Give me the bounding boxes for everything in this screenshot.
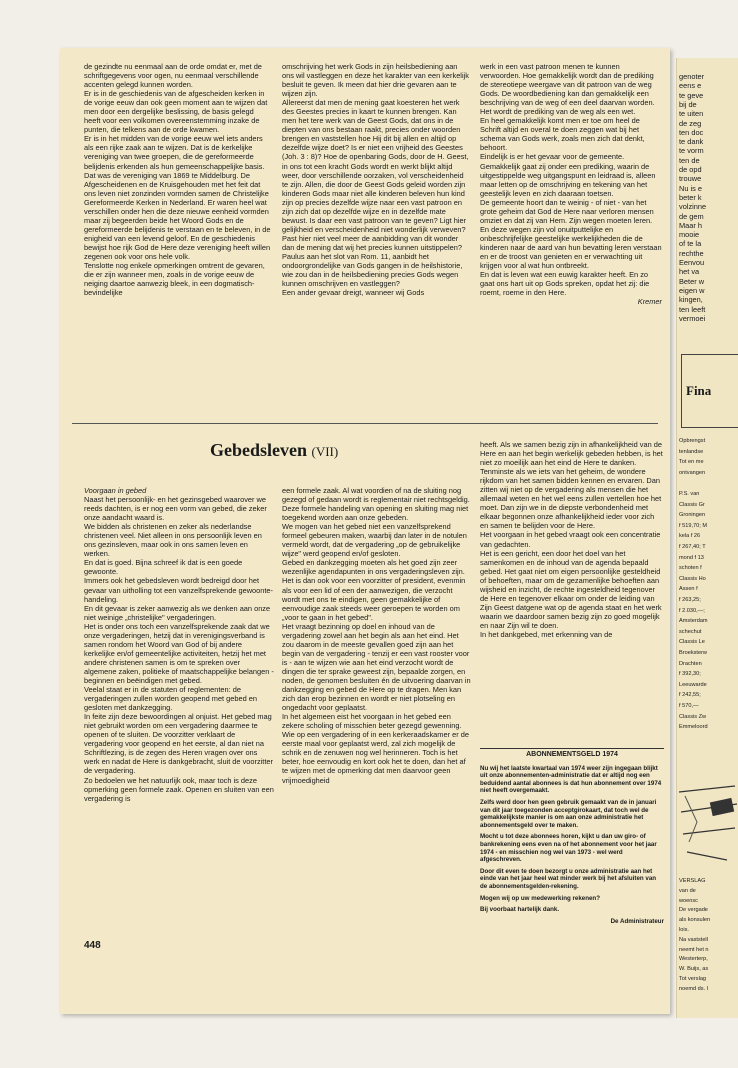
top-article-column-1 (84, 62, 272, 297)
next-page-line: Maar h (679, 220, 703, 230)
main-article-column-2 (282, 486, 472, 785)
finance-list-line: Opbrengst (679, 438, 706, 444)
report-line: De vergade (679, 907, 708, 914)
report-line: Na vaststell (679, 936, 708, 943)
title-number: (VII) (311, 444, 339, 459)
finance-list-line: tenlandse (679, 448, 704, 455)
finance-list-line: f 242,55; (679, 692, 701, 699)
finance-list-line: f 570,— (679, 703, 699, 709)
report-line: van de (679, 887, 696, 894)
paragraph: En dit gevaar is zeker aanwezig als we denken aan onze niet weinige „christelijke" vergaderingen. (84, 603, 271, 622)
finance-list-line: Classis Ho (679, 575, 706, 582)
notice-heading: ABONNEMENTSGELD 1974 (526, 751, 618, 758)
paragraph: In het dankgebed, met erkenning van de (480, 629, 613, 639)
finance-list-line: Amsterdam (679, 618, 708, 625)
next-page-line: vermoei (679, 313, 706, 323)
section-divider (72, 423, 658, 424)
next-page-line: volzinne (679, 202, 707, 212)
finance-list-line: Tot en me (679, 459, 704, 466)
report-line: Westerterp, (679, 956, 708, 963)
paragraph: En deze wegen zijn vol onuitputtelijke en onbeschrijfelijke geestelijke werkelijkheden die de kinderen naar de aard van hun bevatting leren verstaan en er de troost van genieten en er verwachting uit krijgen voor al wat hun ontbreekt. (480, 224, 662, 271)
paragraph: Er is in het midden van de vorige eeuw wel iets anders als een rijke zaak aan te wijzen. Dat is de kerkelijke vereniging van twee groepen, die de gereformeerde belijdenis erkenden als hun gemeenschappelijke basis. Dat was de vereniging van 1869 te Middelburg. De Afgescheidenen en de Kruisgehouden met het feit dat ons leven niet zonzinden vormden samen de Christelijke Gereformeerde Kerken in Nederland. Er waren heel wat verschillen onder hen die deze nieuwe eenheid vormden maar zij begeerden beide het Woord Gods en de gereformeerde belijdenis te verstaan en te beleven, in de enigheid van een levend geloof. En de geschiedenis bewijst hoe rijk God de Here deze vereniging heeft willen zegenen ook voor ons hele volk. (84, 134, 271, 261)
finance-list-line: Broeksterw (679, 650, 707, 656)
next-page-line: mooie (679, 230, 700, 240)
next-page-line: beter k (679, 192, 702, 202)
finance-list-line: schoten f (679, 565, 702, 572)
notice-paragraph: Nu wij het laatste kwartaal van 1974 weer zijn ingegaan blijkt uit onze abonnementen-administratie dat er altijd nog een beduidend aantal abonnees is dat hun abonnement over 1974 niet heeft overgemaakt. (480, 764, 662, 795)
next-page-line: de zeg (679, 118, 702, 128)
paragraph: De gemeente hoort dan te weinig - of niet - van het grote geheim dat God de Here naar verloren mensen omziet en dat zij van Hem. Zijn wegen moeten leren. (480, 197, 654, 225)
next-page-line: eigen w (679, 285, 705, 295)
paragraph: In feite zijn deze bewoordingen al onjuist. Het gebed mag niet gebruikt worden om een vergadering daarmee te openen of te sluiten. De voorzitter verklaart de vergadering voor geopend en het eerste, al dan niet na Schriftlezing, is de zegen des Heren vragen over ons werk en nadat de Here is dankgebracht, sluit de voorzitter de vergadering. (84, 712, 273, 776)
finance-list-line: f 263,25; (679, 597, 701, 603)
paragraph: Allereerst dat men de mening gaat koesteren het werk des Geestes precies in kaart te kunnen brengen. Kan men het tere werk van de Geest Gods, dat ons in de diepten van ons bestaan raakt, precies onder woorden brengen en vaststellen hoe Hij dit bij allen en altijd op dezelfde wijze doet? Is er niet een vrijheid des Geestes (Joh. 3 : 8)? Hoe de openbaring Gods, door de H. Geest, in ons tot een kracht Gods wordt en werkt blijkt altijd weer, door verschillende oorzaken, vol verscheidenheid te zijn. Allen, die door de Geest Gods geleid worden zijn kinderen Gods maar niet alle kinderen beleven hun kind zijn op precies dezelfde wijze naar een vast patroon en zijn zich dat op dezelfde wijze en in dezelfde mate bewust. Is daar een vast patroon van te geven? Ligt hier gelijkheid en verscheidenheid niet wonderlijk verweven? Past hier niet veel meer de aanbidding van dit wonder dan de mening dat wij het precies kunnen uitstippelen? Paulus aan het slot van Rom. 11, aanbidt het ondoorgrondelijke van Gods gangen in de heilshistorie, wie zou dan in de heilsbediening precies Gods wegen kunnen omschrijven en vastleggen? (282, 98, 469, 289)
paragraph: Het is dan ook voor een voorzitter of president, evenmin als voor een lid of een der aanwezigen, die verzocht wordt met ons te eindigen, geen gemakkelijke of eenvoudige zaak steeds weer geroepen te worden om „voor te gaan in het gebed". (282, 576, 466, 622)
finance-list-line: f 267,40; T (679, 544, 706, 550)
main-article-column-3 (480, 440, 664, 639)
finance-list-line: f 392,30; (679, 671, 701, 678)
notice-paragraph: Zelfs werd door hen geen gebruik gemaakt van de in januari van dit jaar toegezonden acceptgirokaart, dat toch wel de gemakkelijkste manier is om aan onze administratie het abonnementsgeld over te maken. (480, 798, 657, 829)
paragraph: Veelal staat er in de statuten of reglementen: de vergaderingen zullen worden geopend met gebed en gesloten met dankzegging. (84, 685, 257, 713)
paragraph: de gezindte nu eenmaal aan de orde omdat er, met de schriftgegevens voor ogen, nu eenmaal verschillende accenten gelegd kunnen worden. (84, 62, 262, 90)
finance-list-line: Assen f (679, 586, 698, 593)
next-page-edge (676, 58, 738, 1018)
paragraph: Gebed en dankzegging moeten als het goed zijn zeer wezenlijke agendapunten in ons vergaderingsleven zijn. (282, 558, 465, 577)
finance-list-line: Leeuwarde (679, 681, 707, 688)
page-number: 448 (84, 940, 101, 951)
next-page-line: de opd (679, 165, 702, 174)
paragraph: werk in een vast patroon menen te kunnen verwoorden. Hoe gemakkelijk wordt dan de prediking de stereotiepe weergave van dit patroon van de weg Gods. De woordbediening kan dan gemakkelijk een beschrijving van de weg of een deel daarvan worden. Het wordt de prediking van de weg als een wet. (480, 62, 655, 117)
finance-list-line: Classis Gr (679, 501, 705, 508)
paragraph: Tenminste als we iets van het geheim, de wondere rijkdom van het samen bidden kennen en ervaren. Dan zitten wij niet op de vergadering als mensen die het allemaal weten en het wel eens zullen vertellen hoe het moet. Dan zijn we in de diepste verbondenheid met elkaar begonnen onze afhankelijkheid ieder voor zich en samen te belijden voor de Here. (480, 467, 662, 531)
next-page-line: ten doc (679, 127, 704, 137)
finance-list-line: P.S. van (679, 491, 700, 497)
report-line: VERSLAG (679, 878, 706, 884)
notice-paragraph: Bij voorbaat hartelijk dank. (480, 906, 560, 914)
magazine-page (60, 48, 670, 1014)
paragraph: Tenslotte nog enkele opmerkingen omtrent de gevaren, die er zijn wanneer men, zoals in de vorige eeuw de neiging daartoe aanwezig bleek, in een dogmatisch-bevindelijke (84, 261, 265, 298)
paragraph: een formele zaak. Al wat voordien of na de sluiting nog gezegd of gedaan wordt is reglementair niet rechtsgeldig. Deze formele handeling van opening en sluiting mag niet toegekend worden aan onze gebeden. (282, 486, 470, 523)
report-line: woensc (679, 897, 698, 904)
finance-list-line: kela f 26 (679, 533, 701, 540)
next-page-line: of te la (679, 239, 702, 249)
report-line: noemd ds. I (679, 985, 709, 992)
next-page-line: genoter (679, 72, 705, 81)
next-page-line: te uiten (679, 109, 704, 119)
paragraph: heeft. Als we samen bezig zijn in afhankelijkheid van de Here en aan het begin werkelijk gebeden hebben, is het niet zo moeilijk aan het eind de Here te danken. (480, 440, 663, 468)
section-subheading: Voorgaan in gebed (84, 486, 147, 495)
finance-box (681, 354, 738, 428)
next-page-line: te dank (679, 137, 704, 147)
finance-list-line: mond f 13 (679, 554, 704, 561)
notice-signature: De Administrateur (610, 917, 664, 925)
paragraph: Een ander gevaar dreigt, wanneer wij Gods (282, 288, 425, 298)
next-page-line: de gem (679, 211, 704, 221)
finance-list-line: ontvangen (679, 469, 706, 476)
paragraph: omschrijving het werk Gods in zijn heilsbediening aan ons wil vastleggen en deze het karakter van een kerkelijk besluit te geven. Ik meen dat hier drie gevaren aan te wijzen zijn. (282, 62, 469, 99)
paragraph: Er is in de geschiedenis van de afgescheiden kerken in de vorige eeuw dan ook geen moment aan te wijzen dat men door een dergelijke beslissing, de basis gelegd heeft voor een volkomen overeenstemming inzake de punten, die telkens aan de orde kwamen. (84, 89, 268, 135)
next-page-line: rechthe (679, 248, 704, 258)
report-line: als konsulen (679, 917, 711, 924)
finance-list-line: schechut (679, 628, 702, 635)
notice-paragraph: Door dit even te doen bezorgt u onze administratie aan het einde van het jaar heel wat minder werk bij het afsluiten van de abonnementsgelden-rekening. (480, 867, 657, 890)
paragraph: Het is onder ons toch een vanzelfsprekende zaak dat we onze vergaderingen, hetzij dat in verenigingsverband is samen rondom het Woord van God of bij andere kerkelijke en/of gemeentelijke activiteiten, hetzij het met andere christenen samen is om te spreken over algemene zaken, politieke of maatschappelijke belangen - beginnen en beëindigen met gebed. (84, 621, 274, 685)
paragraph: Eindelijk is er het gevaar voor de gemeente. Gemakkelijk gaat zij onder een prediking, waarin de uitgestippelde weg uitgangspunt en leidraad is, alleen maar letten op de omschrijving en tekening van het geestelijk leven en zich daaraan toetsen. (480, 152, 656, 198)
finance-list-line: f 519,70; M (679, 522, 707, 529)
sketch-illustration (677, 782, 738, 866)
next-page-line: kingen, (679, 295, 703, 305)
next-page-line: eens e (679, 81, 702, 91)
finance-list-line: Emmeloord (679, 724, 708, 731)
main-article-column-1 (84, 486, 274, 803)
report-line: W. Buijs, as (679, 966, 709, 973)
report-line: Tot verslag (679, 976, 707, 982)
top-article-column-3 (480, 62, 662, 306)
paragraph: En heel gemakkelijk komt men er toe om heel de Schrift altijd en overal te doen zeggen wat bij het schema van Gods werk, zoals men zich dat denkt, behoort. (480, 116, 645, 153)
finance-list-line: Classis Le (679, 639, 705, 646)
next-page-line: trouwe (679, 174, 702, 184)
title-text: Gebedsleven (210, 440, 307, 460)
paragraph: En dat is leven wat een euwig karakter heeft. En zo gaat ons hart uit op Gods spreken, opdat het zij: die roemt, roeme in den Here. (480, 270, 650, 298)
next-page-line: Beter w (679, 276, 705, 286)
finance-list-line: Drachten (679, 660, 702, 667)
finance-list-line: Groningen (679, 512, 706, 519)
next-page-line: het va (679, 267, 700, 277)
subscription-notice (480, 748, 664, 939)
report-line: lois. (679, 927, 689, 933)
next-page-line: te geve (679, 90, 704, 100)
paragraph: Het vraagt bezinning op doel en inhoud van de vergadering zowel aan het begin als aan het eind. Het zou daarom in de meeste gevallen goed zijn aan het begin van de vergadering - tenzij er een vast rooster voor is - aan te wijzen wie aan het eind verzocht wordt de dingen die ter sprake geweest zijn, bepaalde zorgen, en noden, de genomen besluiten én de uitvoering daarvan in dankzegging en gebed de Here op te dragen. Men kan zich dan erop bezinnen en wordt er niet plotseling en ongedacht voor geplaatst. (282, 621, 471, 713)
next-page-line: Nu is e (679, 183, 703, 193)
finance-box-title: Fina (686, 383, 712, 398)
next-page-line: Eenvou (679, 258, 705, 267)
next-page-line: bij de (679, 99, 697, 109)
paragraph: Het is een gericht, een door het doel van het samenkomen en de inhoud van de agenda bepaald gebed. Het gaat niet om eigen persoonlijke gesteldheid of behoeften, maar om de gezamenlijke behoeften aan wijsheid en inzicht, de rechte ingesteldheid tegenover de Here en tegenover elkaar om onder de leiding van Zijn Geest datgene wat op de agenda staat en het werk waarin we daardoor samen bezig zijn zo goed mogelijk en naar Zijn wil te doen. (480, 548, 662, 630)
next-page-line: ten de (679, 155, 700, 165)
paragraph: Wie op een vergadering of in een kerkeraadskamer er de eerste maal voor geplaatst werd, zal zich mogelijk de schrik en de zenuwen nog wel herinneren. Toch is het beter, hoe eenvoudig en kort ook het te doen, dan het af te wijzen met de opmerking dat men daarvoor geen vrijmoedigheid (282, 730, 469, 785)
report-line: neemt het n (679, 946, 709, 953)
notice-paragraph: Mogen wij op uw medewerking rekenen? (480, 894, 600, 902)
notice-paragraph: Mocht u tot deze abonnees horen, kijkt u dan uw giro- of bankrekening eens even na of het abonnement voor het jaar 1974 - en misschien nog wel van 1973 - wel werd afgeschreven. (480, 833, 657, 864)
finance-list-line: f 2.030,—; (679, 607, 705, 614)
top-article-column-2 (282, 62, 470, 297)
paragraph: In het algemeen eist het voorgaan in het gebed een zekere scholing of misschien beter gezegd gewenning. (282, 712, 462, 731)
paragraph: Het voorgaan in het gebed vraagt ook een concentratie van gedachten. (480, 530, 661, 549)
paragraph: We bidden als christenen en zeker als nederlandse christenen veel. Niet alleen in ons persoonlijk leven en ons gezinsleven, maar ook in ons samen leven en werken. (84, 522, 262, 559)
article-title (210, 440, 338, 461)
paragraph: We mogen van het gebed niet een vanzelfsprekend formeel gebeuren maken, waarbij dan later in de notulen vermeld wordt, dat de vergadering „op de gebruikelijke wijze" werd geopend en/of gesloten. (282, 522, 467, 559)
next-page-line: ten leeft (679, 304, 706, 314)
paragraph: Naast het persoonlijk- en het gezinsgebed waarover we reeds dachten, is er nog een vorm van gebed, die zeker onze aandacht waard is. (84, 495, 267, 523)
paragraph: Zo bedoelen we het natuurlijk ook, maar toch is deze opmerking geen formele zaak. Openen en sluiten van een vergadering is (84, 775, 274, 803)
paragraph: Immers ook het gebedsleven wordt bedreigd door het gevaar van uitholling tot een vanzelfsprekende gewoonte-handeling. (84, 576, 273, 604)
next-page-line: te vorm (679, 146, 704, 156)
finance-list-line: Classis Zw (679, 713, 707, 720)
paragraph: En dat is goed. Bijna schreef ik dat is een goede gewoonte. (84, 558, 243, 577)
author-signature: Kremer (637, 297, 662, 307)
